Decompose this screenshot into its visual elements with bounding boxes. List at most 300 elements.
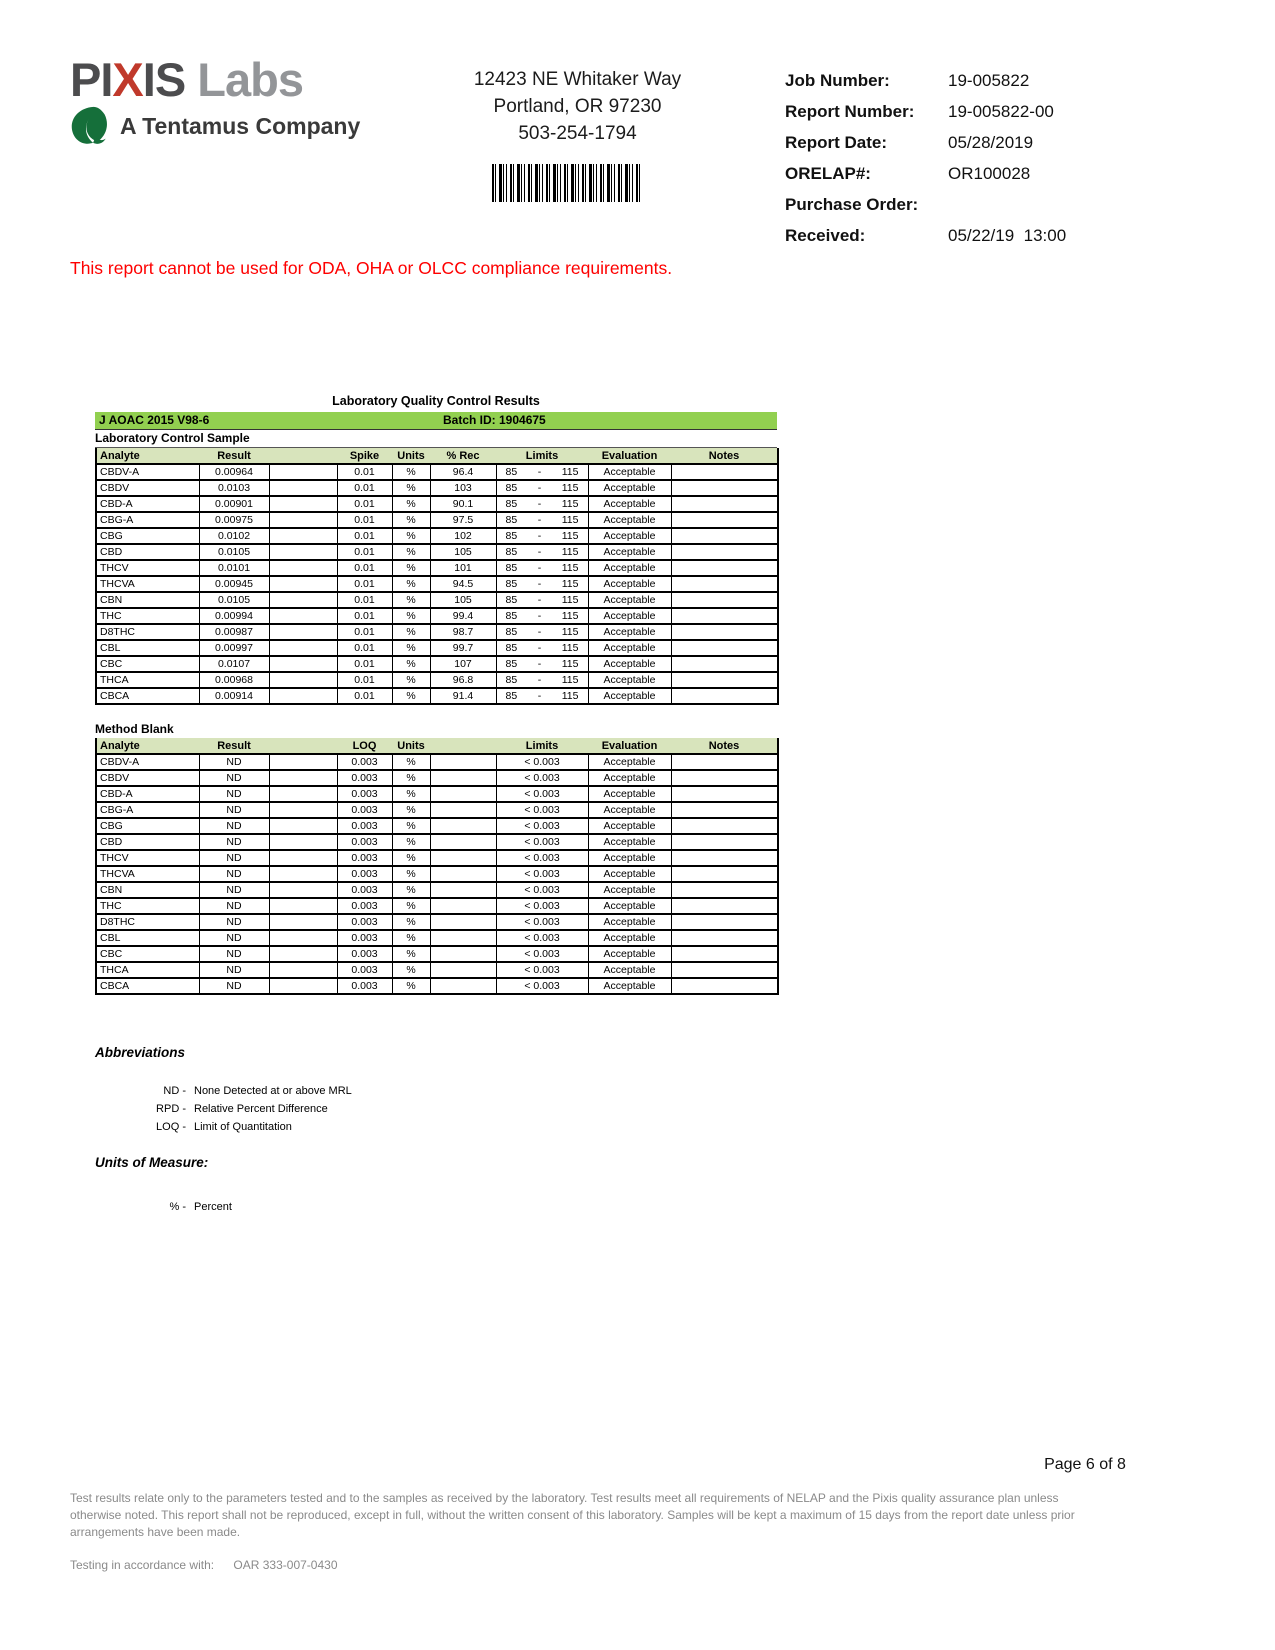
limits-cell <box>496 512 588 528</box>
analyte-cell: D8THC <box>96 914 199 930</box>
loq-cell: 0.003 <box>337 834 392 850</box>
meta-value: OR100028 <box>948 164 1031 183</box>
result-cell: 0.00997 <box>199 640 269 656</box>
result-cell: 0.0105 <box>199 544 269 560</box>
definition-text: Relative Percent Difference <box>194 1103 328 1115</box>
analyte-cell: D8THC <box>96 624 199 640</box>
limits-cell <box>496 560 588 576</box>
limits-cell: < 0.003 <box>496 770 588 786</box>
limit-part: - <box>537 546 542 558</box>
limits-cell: < 0.003 <box>496 818 588 834</box>
result-cell: ND <box>199 914 269 930</box>
blank-cell <box>269 866 337 882</box>
blank-cell <box>269 770 337 786</box>
units-cell: % <box>392 770 430 786</box>
notes-cell <box>671 592 778 608</box>
accordance-label: Testing in accordance with: <box>70 1558 215 1572</box>
units-of-measure-section <box>95 1155 232 1216</box>
limit-part: 85 <box>505 578 518 590</box>
result-cell: ND <box>199 898 269 914</box>
result-cell: 0.00987 <box>199 624 269 640</box>
lcs-table-row <box>96 608 778 624</box>
blank-cell <box>430 866 496 882</box>
units-cell: % <box>392 480 430 496</box>
notes-cell <box>671 640 778 656</box>
spike-cell: 0.01 <box>337 640 392 656</box>
analyte-cell: CBDV <box>96 480 199 496</box>
analyte-cell: CBDV <box>96 770 199 786</box>
blank-cell <box>269 834 337 850</box>
meta-value: 05/22/19 13:00 <box>948 226 1067 245</box>
meta-label: Received: <box>785 226 866 245</box>
definition-abbr: RPD - <box>156 1103 186 1115</box>
header-cell: Notes <box>671 738 778 754</box>
evaluation-cell: Acceptable <box>588 496 671 512</box>
limit-part: 85 <box>505 562 518 574</box>
evaluation-cell: Acceptable <box>588 576 671 592</box>
units-cell: % <box>392 656 430 672</box>
blank-cell <box>269 640 337 656</box>
units-cell: % <box>392 962 430 978</box>
blank-cell <box>430 834 496 850</box>
blank-cell <box>269 496 337 512</box>
accordance-value: OAR 333-007-0430 <box>233 1558 338 1572</box>
mb-table-row <box>96 850 778 866</box>
units-cell: % <box>392 624 430 640</box>
analyte-cell: CBL <box>96 930 199 946</box>
limit-part: - <box>537 626 542 638</box>
limit-part: 115 <box>561 610 579 622</box>
analyte-cell: CBD <box>96 544 199 560</box>
blank-cell <box>269 512 337 528</box>
units-cell: % <box>392 882 430 898</box>
limits-cell <box>496 592 588 608</box>
footer-disclaimer: Test results relate only to the parameters tested and to the samples as received by the laboratory. Test results meet all requirements of NELAP and the Pixis quality assurance plan unless otherwise noted. This report shall not be reproduced, except in full, without the written consent of this laboratory. Samples will be kept a maximum of 15 days from the report date unless prior arrangements have been made. <box>70 1491 1075 1539</box>
result-cell: ND <box>199 754 269 770</box>
method-reference: J AOAC 2015 V98-6 <box>99 413 210 427</box>
meta-row <box>785 70 1205 92</box>
mb-table-row <box>96 786 778 802</box>
blank-cell <box>430 978 496 994</box>
notes-cell <box>671 688 778 704</box>
evaluation-cell: Acceptable <box>588 962 671 978</box>
blank-cell <box>430 786 496 802</box>
percent-rec-cell: 96.4 <box>430 464 496 480</box>
mb-table <box>95 738 779 995</box>
loq-cell: 0.003 <box>337 770 392 786</box>
logo-text-pi: PI <box>70 53 113 106</box>
result-cell: ND <box>199 946 269 962</box>
loq-cell: 0.003 <box>337 850 392 866</box>
limits-cell: < 0.003 <box>496 866 588 882</box>
percent-rec-cell: 105 <box>430 592 496 608</box>
blank-cell <box>430 850 496 866</box>
limit-part: 85 <box>505 642 518 654</box>
evaluation-cell: Acceptable <box>588 978 671 994</box>
notes-cell <box>671 576 778 592</box>
result-cell: ND <box>199 978 269 994</box>
limit-part: 85 <box>505 658 518 670</box>
blank-cell <box>430 930 496 946</box>
mb-table-row <box>96 946 778 962</box>
evaluation-cell: Acceptable <box>588 786 671 802</box>
limits-cell: < 0.003 <box>496 802 588 818</box>
notes-cell <box>671 560 778 576</box>
limit-part: - <box>537 562 542 574</box>
header-cell <box>430 738 496 754</box>
compliance-warning: This report cannot be used for ODA, OHA or OLCC compliance requirements. <box>70 258 673 278</box>
mb-table-row <box>96 754 778 770</box>
units-cell: % <box>392 592 430 608</box>
logo-tagline <box>70 106 360 146</box>
units-cell: % <box>392 946 430 962</box>
blank-cell <box>269 608 337 624</box>
notes-cell <box>671 882 778 898</box>
header-cell: Result <box>199 448 269 464</box>
result-cell: 0.0102 <box>199 528 269 544</box>
blank-cell <box>269 818 337 834</box>
blank-cell <box>269 656 337 672</box>
analyte-cell: THCVA <box>96 866 199 882</box>
spike-cell: 0.01 <box>337 496 392 512</box>
blank-cell <box>269 592 337 608</box>
limit-part: 85 <box>505 466 518 478</box>
limit-part: 85 <box>505 514 518 526</box>
limits-cell: < 0.003 <box>496 834 588 850</box>
notes-cell <box>671 818 778 834</box>
spike-cell: 0.01 <box>337 560 392 576</box>
lcs-tbody <box>96 448 778 704</box>
notes-cell <box>671 528 778 544</box>
blank-cell <box>430 882 496 898</box>
loq-cell: 0.003 <box>337 754 392 770</box>
table-header-row <box>96 738 778 754</box>
blank-cell <box>269 882 337 898</box>
evaluation-cell: Acceptable <box>588 802 671 818</box>
blank-cell <box>269 528 337 544</box>
units-cell: % <box>392 496 430 512</box>
mb-table-row <box>96 898 778 914</box>
header-cell: Notes <box>671 448 778 464</box>
limit-part: - <box>537 610 542 622</box>
header-cell: LOQ <box>337 738 392 754</box>
limit-part: 115 <box>561 594 579 606</box>
analyte-cell: THCV <box>96 850 199 866</box>
lcs-table-row <box>96 464 778 480</box>
limits-cell: < 0.003 <box>496 930 588 946</box>
blank-cell <box>269 930 337 946</box>
analyte-cell: CBDV-A <box>96 754 199 770</box>
result-cell: 0.00914 <box>199 688 269 704</box>
limits-cell <box>496 688 588 704</box>
header-cell: % Rec <box>430 448 496 464</box>
spike-cell: 0.01 <box>337 608 392 624</box>
loq-cell: 0.003 <box>337 978 392 994</box>
units-cell: % <box>392 930 430 946</box>
lcs-table-row <box>96 640 778 656</box>
meta-label: Report Date: <box>785 133 888 152</box>
address-line-2: Portland, OR 97230 <box>493 96 662 117</box>
units-cell: % <box>392 978 430 994</box>
units-of-measure-title: Units of Measure: <box>95 1155 209 1170</box>
evaluation-cell: Acceptable <box>588 480 671 496</box>
percent-rec-cell: 101 <box>430 560 496 576</box>
limit-part: 115 <box>561 514 579 526</box>
limit-part: 115 <box>561 690 579 702</box>
percent-rec-cell: 102 <box>430 528 496 544</box>
limits-cell <box>496 480 588 496</box>
limits-cell: < 0.003 <box>496 914 588 930</box>
mb-table-row <box>96 882 778 898</box>
percent-rec-cell: 107 <box>430 656 496 672</box>
loq-cell: 0.003 <box>337 786 392 802</box>
header-cell: Units <box>392 448 430 464</box>
units-cell: % <box>392 914 430 930</box>
spike-cell: 0.01 <box>337 592 392 608</box>
limit-part: - <box>537 578 542 590</box>
blank-cell <box>430 898 496 914</box>
analyte-cell: CBC <box>96 656 199 672</box>
analyte-cell: CBD-A <box>96 786 199 802</box>
header-cell: Analyte <box>96 448 199 464</box>
units-cell: % <box>392 818 430 834</box>
notes-cell <box>671 672 778 688</box>
analyte-cell: THC <box>96 608 199 624</box>
limits-cell: < 0.003 <box>496 898 588 914</box>
spike-cell: 0.01 <box>337 512 392 528</box>
limit-part: 85 <box>505 546 518 558</box>
leaf-icon <box>70 106 112 146</box>
blank-cell <box>269 946 337 962</box>
evaluation-cell: Acceptable <box>588 656 671 672</box>
address-line-1: 12423 NE Whitaker Way <box>473 69 682 90</box>
blank-cell <box>430 802 496 818</box>
logo-text-x: X <box>112 53 143 106</box>
evaluation-cell: Acceptable <box>588 882 671 898</box>
abbreviations-list <box>95 1082 352 1136</box>
notes-cell <box>671 464 778 480</box>
percent-rec-cell: 105 <box>430 544 496 560</box>
evaluation-cell: Acceptable <box>588 866 671 882</box>
notes-cell <box>671 624 778 640</box>
meta-row <box>785 132 1205 154</box>
notes-cell <box>671 608 778 624</box>
mb-table-row <box>96 802 778 818</box>
header-cell: Analyte <box>96 738 199 754</box>
mb-table-row <box>96 914 778 930</box>
meta-row <box>785 101 1205 123</box>
result-cell: ND <box>199 786 269 802</box>
loq-cell: 0.003 <box>337 962 392 978</box>
limits-cell <box>496 544 588 560</box>
blank-cell <box>269 962 337 978</box>
mb-section-title: Method Blank <box>95 722 174 736</box>
percent-rec-cell: 99.7 <box>430 640 496 656</box>
meta-value: 19-005822-00 <box>948 102 1054 121</box>
limits-cell <box>496 496 588 512</box>
units-cell: % <box>392 560 430 576</box>
report-meta <box>785 70 1205 256</box>
evaluation-cell: Acceptable <box>588 560 671 576</box>
meta-label: Report Number: <box>785 102 915 121</box>
mb-table-row <box>96 978 778 994</box>
notes-cell <box>671 866 778 882</box>
analyte-cell: CBL <box>96 640 199 656</box>
units-cell: % <box>392 464 430 480</box>
loq-cell: 0.003 <box>337 946 392 962</box>
evaluation-cell: Acceptable <box>588 930 671 946</box>
limits-cell: < 0.003 <box>496 946 588 962</box>
definition-text: Limit of Quantitation <box>194 1121 292 1133</box>
mb-table-row <box>96 962 778 978</box>
limits-cell <box>496 656 588 672</box>
units-cell: % <box>392 688 430 704</box>
loq-cell: 0.003 <box>337 914 392 930</box>
spike-cell: 0.01 <box>337 544 392 560</box>
evaluation-cell: Acceptable <box>588 946 671 962</box>
limit-part: - <box>537 642 542 654</box>
evaluation-cell: Acceptable <box>588 528 671 544</box>
limit-part: 115 <box>561 466 579 478</box>
limit-part: 85 <box>505 482 518 494</box>
spike-cell: 0.01 <box>337 624 392 640</box>
qc-section <box>95 394 777 995</box>
lcs-table-row <box>96 576 778 592</box>
analyte-cell: CBN <box>96 882 199 898</box>
lcs-table-row <box>96 624 778 640</box>
limits-cell <box>496 528 588 544</box>
units-cell: % <box>392 528 430 544</box>
definition-text: Percent <box>194 1201 232 1213</box>
units-cell: % <box>392 512 430 528</box>
definition-row <box>95 1198 232 1216</box>
result-cell: 0.0107 <box>199 656 269 672</box>
batch-id: Batch ID: 1904675 <box>443 413 546 427</box>
notes-cell <box>671 786 778 802</box>
meta-row <box>785 163 1205 185</box>
blank-cell <box>269 672 337 688</box>
evaluation-cell: Acceptable <box>588 898 671 914</box>
evaluation-cell: Acceptable <box>588 608 671 624</box>
pixis-logo <box>70 53 361 146</box>
evaluation-cell: Acceptable <box>588 624 671 640</box>
blank-cell <box>269 576 337 592</box>
limit-part: - <box>537 674 542 686</box>
blank-cell <box>269 786 337 802</box>
limit-part: - <box>537 658 542 670</box>
analyte-cell: CBG-A <box>96 512 199 528</box>
mb-table-row <box>96 930 778 946</box>
meta-value: 05/28/2019 <box>948 133 1034 152</box>
limit-part: 115 <box>561 498 579 510</box>
limit-part: - <box>537 498 542 510</box>
limit-part: 115 <box>561 546 579 558</box>
result-cell: 0.0101 <box>199 560 269 576</box>
meta-value: 19-005822 <box>948 71 1030 90</box>
lcs-table <box>95 448 779 705</box>
blank-cell <box>430 754 496 770</box>
limit-part: 115 <box>561 530 579 542</box>
result-cell: 0.00968 <box>199 672 269 688</box>
blank-cell <box>269 544 337 560</box>
notes-cell <box>671 512 778 528</box>
limits-cell: < 0.003 <box>496 754 588 770</box>
units-cell: % <box>392 834 430 850</box>
lab-address <box>430 66 725 147</box>
units-cell: % <box>392 850 430 866</box>
spike-cell: 0.01 <box>337 464 392 480</box>
limit-part: - <box>537 594 542 606</box>
lcs-table-row <box>96 672 778 688</box>
definition-row <box>95 1118 352 1136</box>
limit-part: - <box>537 530 542 542</box>
limit-part: 85 <box>505 594 518 606</box>
loq-cell: 0.003 <box>337 898 392 914</box>
meta-label: Job Number: <box>785 71 890 90</box>
units-cell: % <box>392 672 430 688</box>
evaluation-cell: Acceptable <box>588 688 671 704</box>
notes-cell <box>671 898 778 914</box>
limits-cell: < 0.003 <box>496 962 588 978</box>
result-cell: ND <box>199 930 269 946</box>
result-cell: ND <box>199 850 269 866</box>
meta-row <box>785 194 1205 216</box>
spike-cell: 0.01 <box>337 528 392 544</box>
notes-cell <box>671 802 778 818</box>
percent-rec-cell: 98.7 <box>430 624 496 640</box>
analyte-cell: CBC <box>96 946 199 962</box>
limits-cell <box>496 464 588 480</box>
analyte-cell: CBD <box>96 834 199 850</box>
limits-cell <box>496 576 588 592</box>
analyte-cell: CBCA <box>96 688 199 704</box>
header-cell: Evaluation <box>588 738 671 754</box>
meta-label: ORELAP#: <box>785 164 871 183</box>
blank-cell <box>269 850 337 866</box>
limits-cell <box>496 640 588 656</box>
units-cell: % <box>392 576 430 592</box>
blank-cell <box>269 624 337 640</box>
analyte-cell: CBG <box>96 818 199 834</box>
result-cell: 0.00945 <box>199 576 269 592</box>
limit-part: 115 <box>561 578 579 590</box>
blank-cell <box>269 560 337 576</box>
blank-cell <box>430 914 496 930</box>
analyte-cell: CBD-A <box>96 496 199 512</box>
definition-row <box>95 1100 352 1118</box>
notes-cell <box>671 834 778 850</box>
evaluation-cell: Acceptable <box>588 754 671 770</box>
mb-table-row <box>96 818 778 834</box>
percent-rec-cell: 94.5 <box>430 576 496 592</box>
limit-part: 115 <box>561 482 579 494</box>
units-cell: % <box>392 802 430 818</box>
page-number: Page 6 of 8 <box>1044 1456 1126 1473</box>
lcs-table-row <box>96 496 778 512</box>
notes-cell <box>671 930 778 946</box>
notes-cell <box>671 480 778 496</box>
result-cell: 0.00975 <box>199 512 269 528</box>
result-cell: ND <box>199 866 269 882</box>
limit-part: 85 <box>505 610 518 622</box>
spike-cell: 0.01 <box>337 480 392 496</box>
evaluation-cell: Acceptable <box>588 850 671 866</box>
lcs-table-row <box>96 480 778 496</box>
notes-cell <box>671 978 778 994</box>
blank-cell <box>269 898 337 914</box>
logo-wordmark <box>70 53 360 106</box>
notes-cell <box>671 544 778 560</box>
